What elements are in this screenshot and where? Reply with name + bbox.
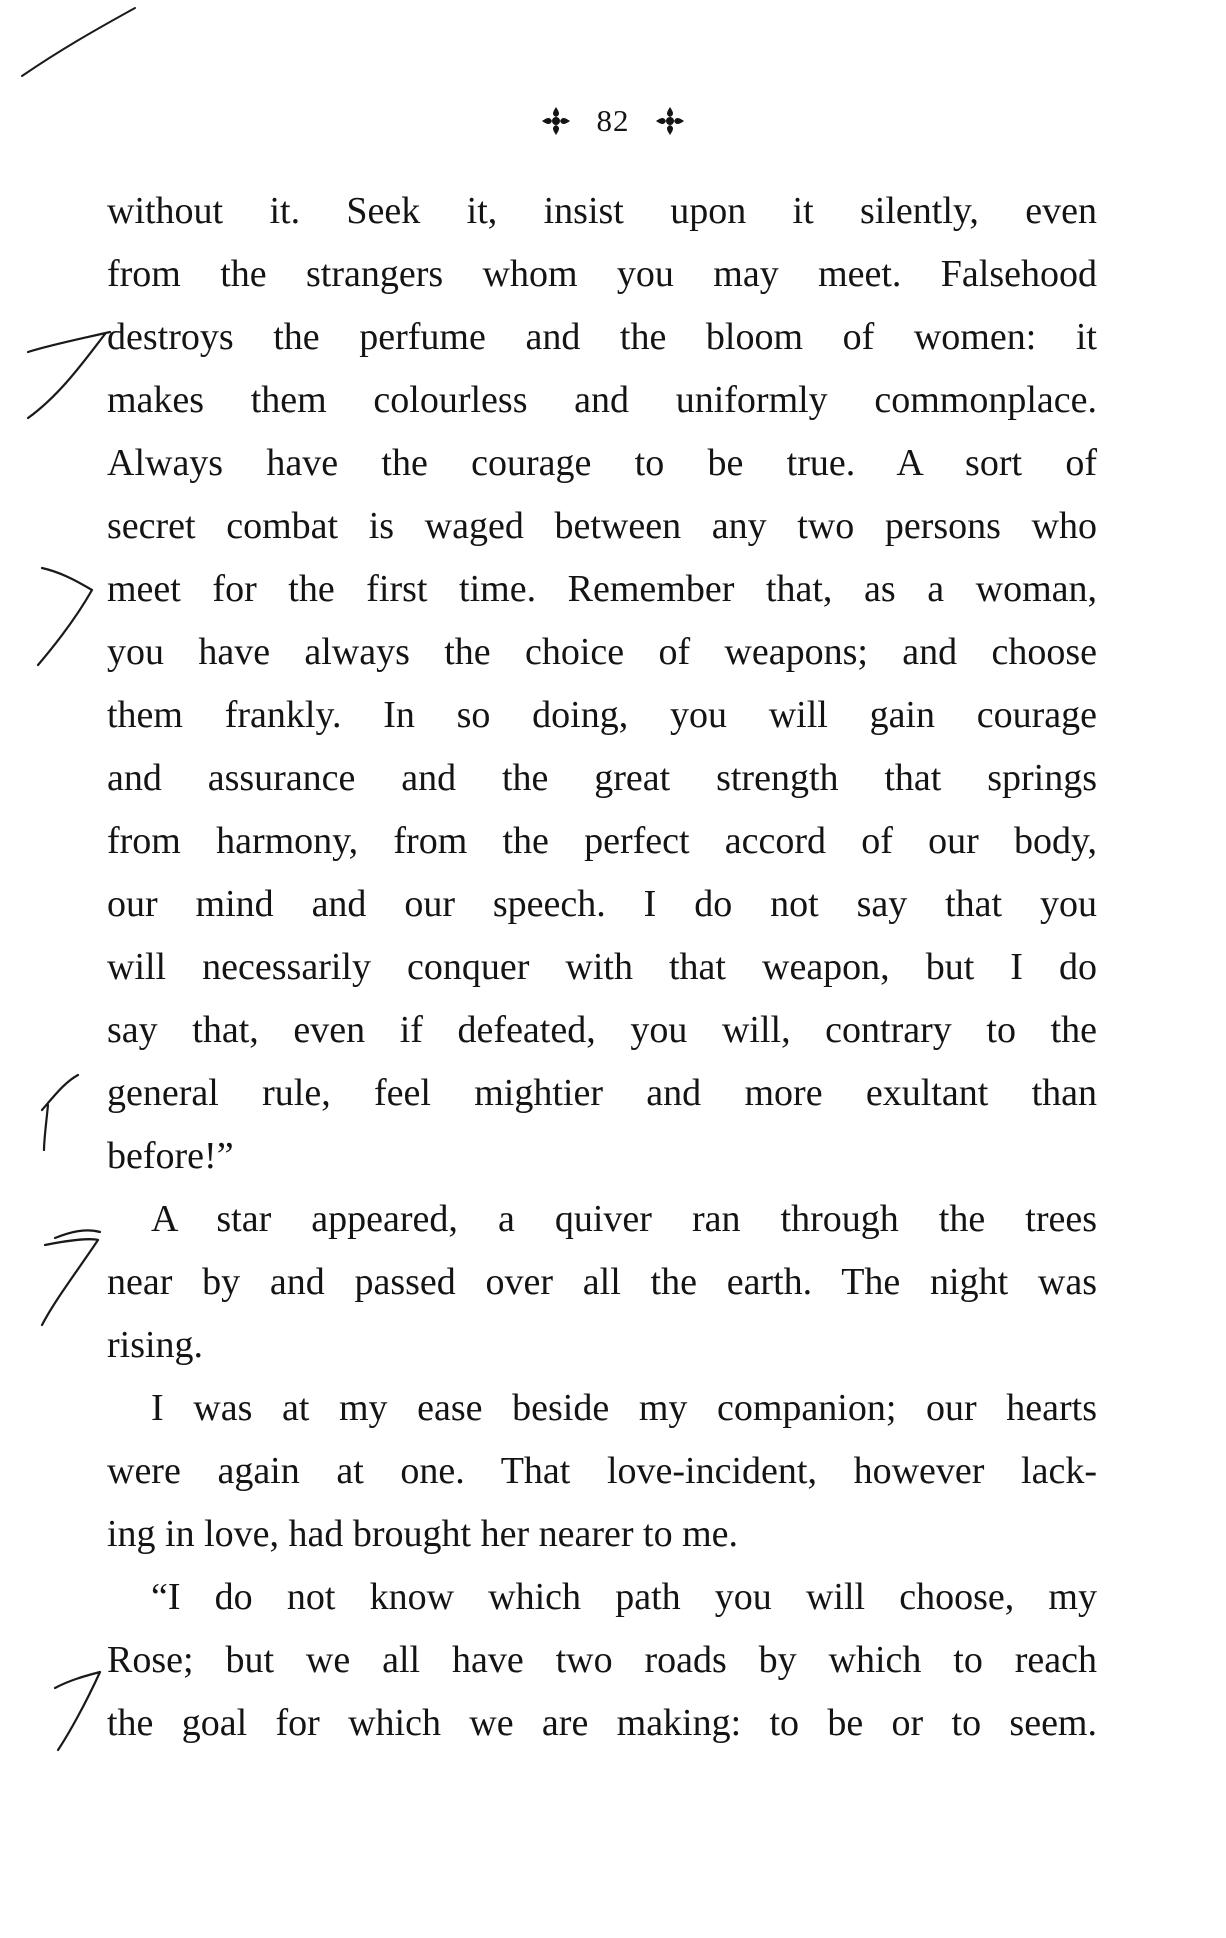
text-line: were again at one. That love-incident, however lack- — [107, 1450, 1097, 1492]
text-line: rising. — [107, 1324, 204, 1366]
pencil-stroke-top — [22, 8, 135, 76]
text-line: say that, even if defeated, you will, contrary to the — [107, 1009, 1097, 1051]
text-line: near by and passed over all the earth. The night was — [107, 1261, 1097, 1303]
text-line: A star appeared, a quiver ran through the trees — [151, 1198, 1097, 1240]
text-line: you have always the choice of weapons; and choose — [107, 631, 1097, 673]
paragraph — [107, 1188, 1097, 1377]
fleuron-icon — [652, 103, 688, 139]
fleuron-icon — [538, 103, 574, 139]
pencil-mark-4 — [42, 1230, 100, 1325]
page-number: 82 — [596, 102, 630, 138]
text-line: general rule, feel mightier and more exultant than — [107, 1072, 1097, 1114]
text-line: makes them colourless and uniformly commonplace. — [107, 379, 1097, 421]
paragraph — [107, 1566, 1097, 1755]
text-line: them frankly. In so doing, you will gain courage — [107, 694, 1097, 736]
text-line: without it. Seek it, insist upon it silently, even — [107, 190, 1097, 232]
text-line: the goal for which we are making: to be or to seem. — [107, 1702, 1097, 1744]
text-line: from the strangers whom you may meet. Falsehood — [107, 253, 1097, 295]
text-line: destroys the perfume and the bloom of women: it — [107, 316, 1097, 358]
running-header — [0, 100, 1226, 139]
text-line: before!” — [107, 1135, 234, 1177]
text-line: secret combat is waged between any two persons who — [107, 505, 1097, 547]
paragraph — [107, 180, 1097, 1188]
pencil-mark-5 — [55, 1672, 100, 1750]
text-line: will necessarily conquer with that weapon, but I do — [107, 946, 1097, 988]
text-line: I was at my ease beside my companion; our hearts — [151, 1387, 1097, 1429]
paragraph — [107, 1377, 1097, 1566]
body-text — [107, 180, 1097, 1755]
text-line: Always have the courage to be true. A sort of — [107, 442, 1097, 484]
text-line: and assurance and the great strength that springs — [107, 757, 1097, 799]
text-line: “I do not know which path you will choose, my — [151, 1576, 1097, 1618]
pencil-mark-1 — [28, 332, 110, 418]
text-line: Rose; but we all have two roads by which to reach — [107, 1639, 1097, 1681]
text-line: our mind and our speech. I do not say that you — [107, 883, 1097, 925]
text-line: meet for the first time. Remember that, as a woman, — [107, 568, 1097, 610]
text-line: ing in love, had brought her nearer to me. — [107, 1513, 739, 1555]
pencil-mark-3 — [42, 1075, 78, 1150]
pencil-mark-2 — [38, 568, 92, 665]
text-line: from harmony, from the perfect accord of our body, — [107, 820, 1097, 862]
